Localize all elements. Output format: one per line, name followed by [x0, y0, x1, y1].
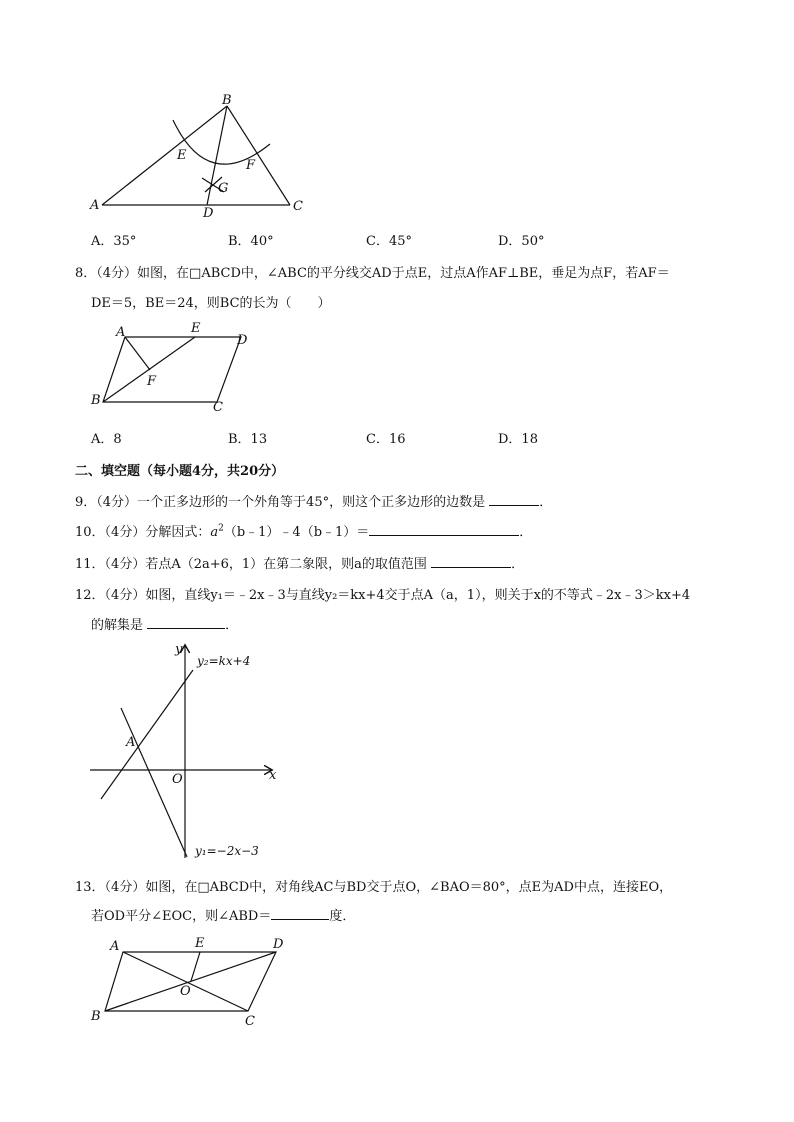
q12-label-line2: y₁=−2x−3 [195, 844, 259, 858]
q7-label-G: G [218, 181, 229, 196]
q8-option-c: C．16 [366, 432, 406, 447]
q8-option-a: A．8 [91, 432, 122, 447]
q13-label-A: A [110, 939, 120, 954]
q12-label-line1: y₂=kx+4 [197, 654, 251, 668]
q13-stem-line2-b: 度． [329, 909, 356, 924]
q7-label-C: C [293, 199, 303, 214]
q10-line [75, 521, 532, 540]
q8-label-D: D [237, 333, 248, 348]
q7-label-B: B [222, 93, 232, 108]
q8-label-F: F [147, 374, 157, 389]
q13-stem-line2-a: 若OD平分∠EOC，则∠ABD＝ [91, 909, 272, 924]
q7-option-b: B．40° [228, 234, 274, 249]
q13-stem-line2 [91, 905, 355, 924]
q7-label-A: A [90, 198, 100, 213]
q12-end: ． [225, 618, 239, 633]
q13-label-B: B [91, 1009, 101, 1024]
q9-text: 9．（4分）一个正多边形的一个外角等于45°，则这个正多边形的边数是 [75, 495, 486, 510]
q12-label-y-axis: y [175, 642, 183, 657]
q13-stem-line1: 13．（4分）如图，在□ABCD中，对角线AC与BD交于点O，∠BAO＝80°，点E为AD中点，连接EO， [75, 880, 673, 895]
q10-prefix: 10．（4分）分解因式： [75, 525, 211, 540]
q10-end: ． [519, 525, 533, 540]
q12-stem-line1: 12．（4分）如图，直线y₁＝﹣2x﹣3与直线y₂＝kx+4交于点A（a，1），则关于x的不等式﹣2x﹣3＞kx+4 [75, 588, 691, 603]
q7-label-D: D [203, 206, 214, 221]
q8-option-b: B．13 [228, 432, 268, 447]
q11-line [75, 553, 524, 572]
q13-label-C: C [245, 1014, 255, 1028]
q13-label-D: D [273, 937, 284, 952]
q12-label-x-axis: x [269, 768, 277, 783]
q12-label-origin: O [172, 772, 183, 787]
q13-label-O: O [180, 984, 191, 999]
q8-label-E: E [191, 321, 201, 336]
q7-option-a: A．35° [91, 234, 137, 249]
q7-triangle-figure [80, 92, 340, 222]
q11-answer-blank[interactable] [431, 555, 511, 568]
q8-label-C: C [213, 400, 223, 413]
q10-answer-blank[interactable] [369, 523, 519, 536]
q9-answer-blank[interactable] [489, 493, 539, 506]
q8-parallelogram-figure [85, 318, 265, 413]
q8-stem-line2: DE＝5，BE＝24，则BC的长为（ ） [91, 296, 331, 311]
q8-option-d: D．18 [498, 432, 538, 447]
q8-stem-line1: 8．（4分）如图，在□ABCD中，∠ABC的平分线交AD于点E，过点A作AF⊥BE，垂足为点F，若AF＝ [75, 266, 670, 281]
q12-stem-line2 [91, 614, 238, 633]
q7-label-F: F [246, 158, 256, 173]
q11-text: 11．（4分）若点A（2a+6，1）在第二象限，则a的取值范围 [75, 557, 427, 572]
q13-label-E: E [195, 936, 205, 951]
q10-expr-sup: 2 [218, 523, 224, 534]
q7-option-d: D．50° [498, 234, 545, 249]
q12-coordinate-figure [85, 638, 285, 863]
q10-expr-a: a [210, 525, 219, 540]
section-2-heading: 二、填空题（每小题4分，共20分） [75, 464, 285, 479]
q9-end: ． [539, 495, 553, 510]
q13-answer-blank[interactable] [271, 907, 329, 920]
q10-expr-rest: （b﹣1）﹣4（b﹣1）＝ [223, 525, 370, 540]
q12-stem-line2-text: 的解集是 [91, 618, 144, 633]
q7-option-c: C．45° [366, 234, 412, 249]
q7-label-E: E [177, 148, 187, 163]
q8-label-B: B [91, 393, 101, 408]
q12-label-point-a: A [126, 735, 136, 750]
q11-end: ． [511, 557, 525, 572]
q9-line [75, 491, 552, 510]
q13-parallelogram-figure [85, 933, 295, 1028]
q12-answer-blank[interactable] [147, 616, 225, 629]
q8-label-A: A [116, 325, 126, 340]
